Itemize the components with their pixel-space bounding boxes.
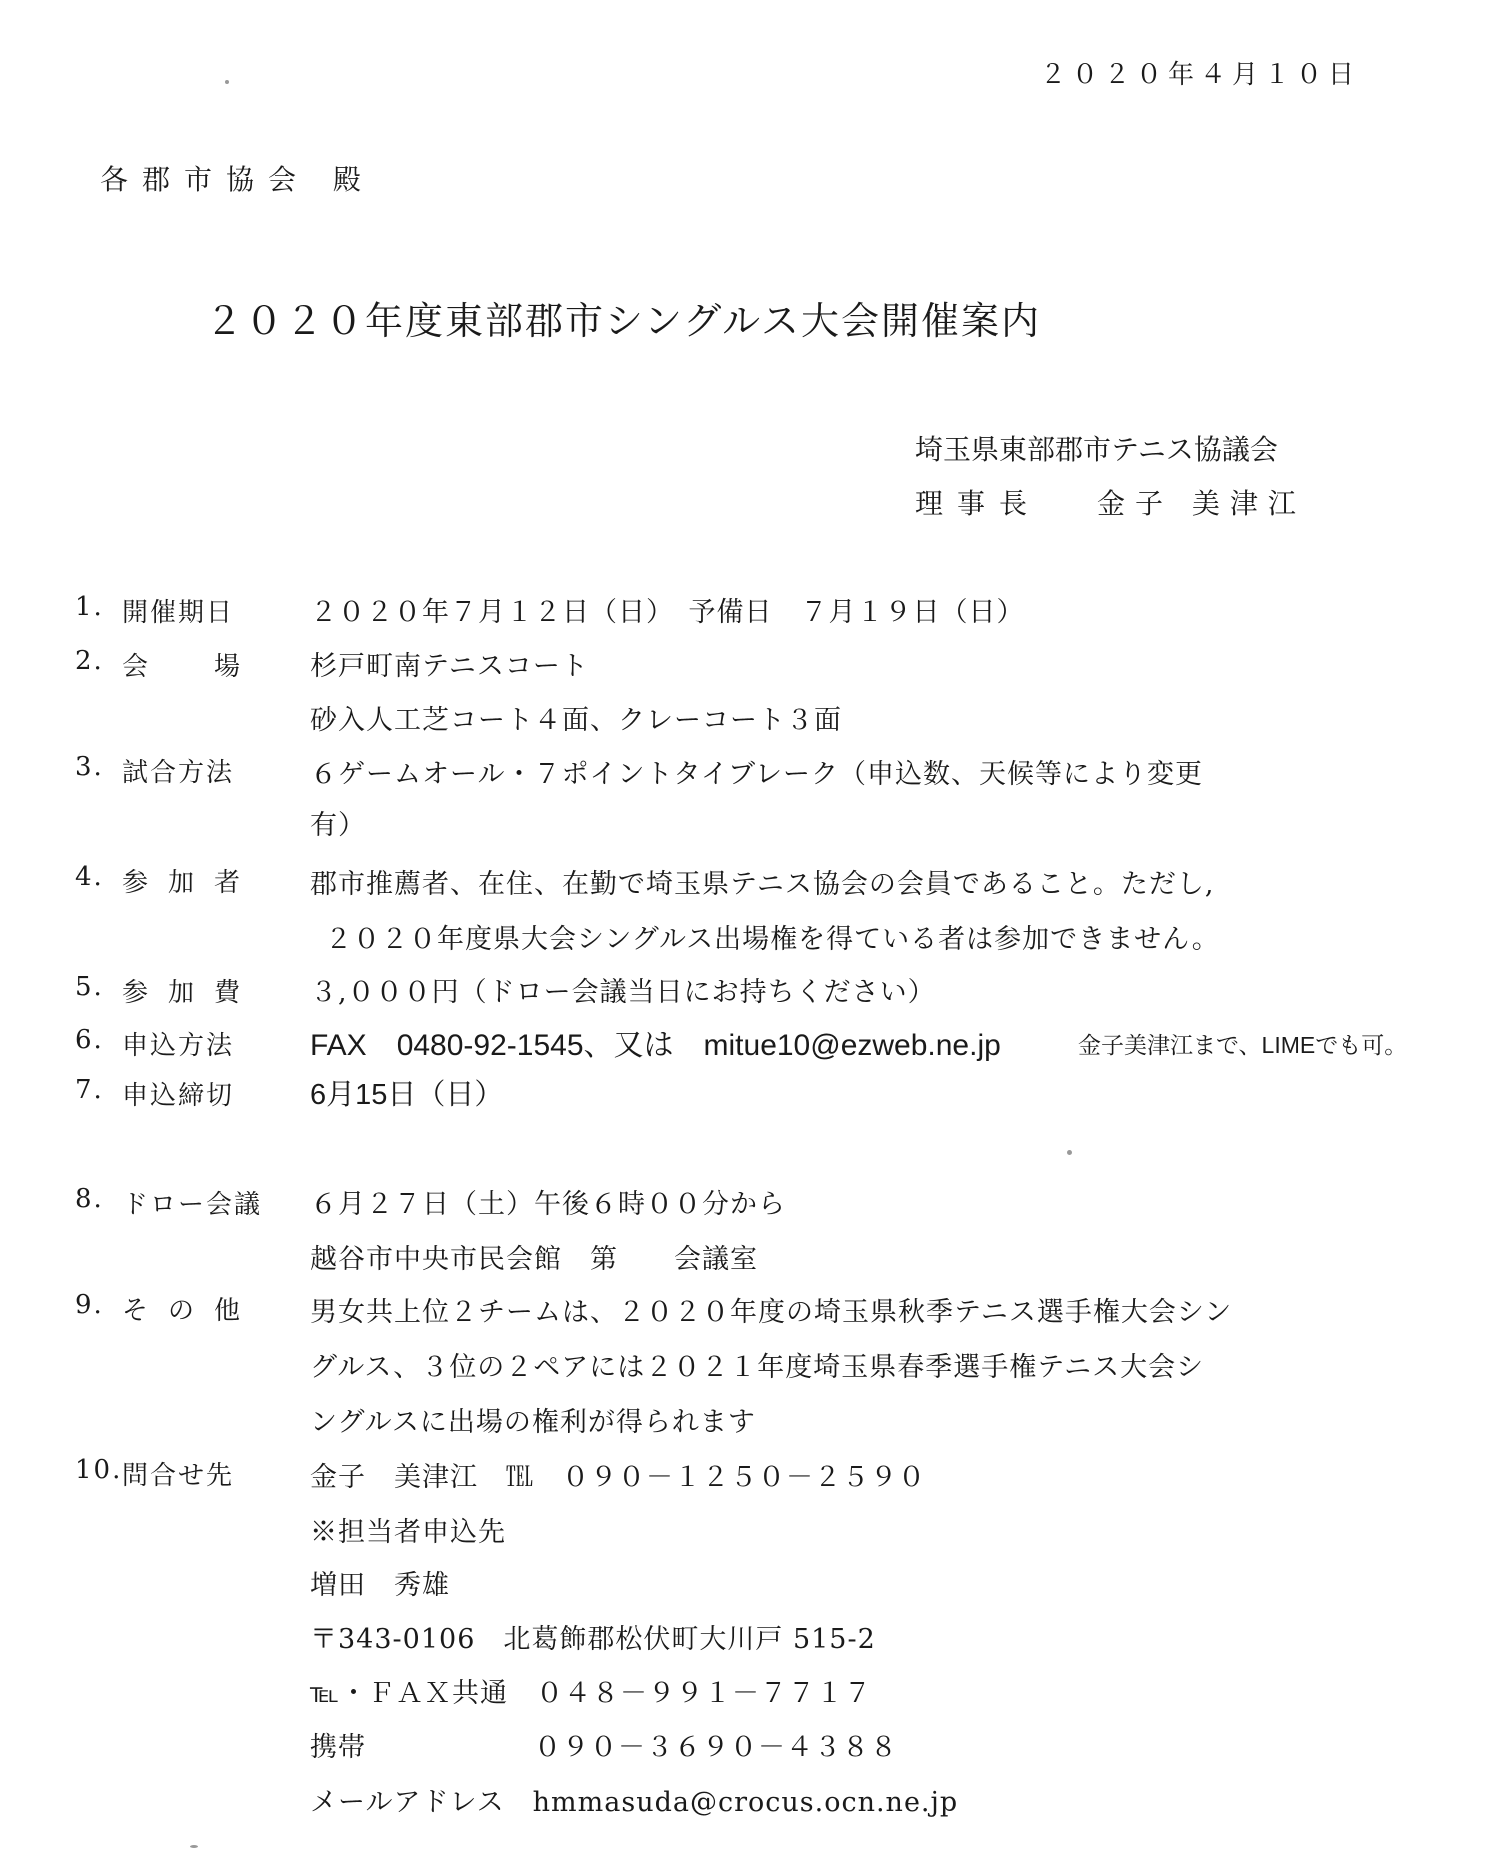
item-content: 郡市推薦者、在住、在勤で埼玉県テニス協会の会員であること。ただし, <box>310 869 1215 900</box>
item-number: 9. <box>75 1290 104 1320</box>
item-number: 2. <box>75 646 104 676</box>
item-content: 杉戸町南テニスコート <box>310 651 589 682</box>
item-number: 8. <box>75 1184 104 1214</box>
item-number: 7. <box>75 1075 104 1105</box>
contact-line: 〒343-0106 北葛飾郡松伏町大川戸 515-2 <box>310 1624 876 1655</box>
item-label: 問合せ先 <box>122 1461 235 1491</box>
document-title: ２０２０年度東部郡市シングルス大会開催案内 <box>205 299 1042 343</box>
item-label: 開催期日 <box>122 598 235 628</box>
document-date: ２０２０年４月１０日 <box>1040 60 1361 90</box>
item-number: 5. <box>75 972 104 1002</box>
sender-name: 金子 美津江 <box>1097 487 1306 520</box>
item-label: その他 <box>122 1296 261 1326</box>
item-content: 6月15日（日） <box>310 1079 504 1111</box>
contact-line: 増田 秀雄 <box>310 1570 450 1601</box>
item-label: ドロー会議 <box>122 1190 263 1220</box>
scan-speck <box>225 80 229 84</box>
item-number: 6. <box>75 1025 104 1055</box>
scan-speck <box>190 1845 198 1848</box>
sender-organization: 埼玉県東部郡市テニス協議会 <box>915 433 1278 466</box>
item-content: ２０２０年７月１２日（日） 予備日 ７月１９日（日） <box>310 597 1025 628</box>
item-content: 砂入人工芝コート４面、クレーコート３面 <box>310 705 842 736</box>
item-label: 申込方法 <box>122 1031 235 1061</box>
item-content: ３,０００円（ドロー会議当日にお持ちください） <box>310 977 936 1008</box>
item-number: 1. <box>75 592 104 622</box>
item-label: 会 場 <box>122 652 261 682</box>
item-content: グルス、３位の２ペアには２０２１年度埼玉県春季選手権テニス大会シ <box>310 1352 1205 1383</box>
contact-line: メールアドレス hmmasuda@crocus.ocn.ne.jp <box>310 1787 959 1818</box>
item-label: 申込締切 <box>122 1081 235 1111</box>
contact-line: ※担当者申込先 <box>310 1517 506 1548</box>
item-note: 金子美津江まで、LIMEでも可。 <box>1078 1032 1408 1058</box>
scan-speck <box>1067 1150 1072 1155</box>
item-content: 男女共上位２チームは、２０２０年度の埼玉県秋季テニス選手権大会シン <box>310 1297 1233 1328</box>
item-number: 4. <box>75 862 104 892</box>
item-content: ２０２０年度県大会シングルス出場権を得ている者は参加できません。 <box>325 924 1220 955</box>
sender-role: 理事長 <box>915 487 1042 520</box>
contact-line: 金子 美津江 ℡ ０９０－１２５０－２５９０ <box>310 1462 926 1493</box>
contact-line: ℡・ＦＡＸ共通 ０４８－９９１－７７１７ <box>310 1678 873 1709</box>
item-label: 試合方法 <box>122 758 235 788</box>
item-number: 3. <box>75 752 104 782</box>
item-content: FAX 0480-92-1545、又は mitue10@ezweb.ne.jp <box>310 1029 1001 1062</box>
item-label: 参加費 <box>122 978 261 1008</box>
addressee: 各郡市協会 殿 <box>100 163 375 196</box>
item-content: ６ゲームオール・７ポイントタイブレーク（申込数、天候等により変更 <box>310 759 1204 790</box>
item-content: 越谷市中央市民会館 第 会議室 <box>310 1244 758 1275</box>
item-content: ングルスに出場の権利が得られます <box>310 1407 756 1438</box>
item-number: 10. <box>75 1455 123 1485</box>
item-content: ６月２７日（土）午後６時００分から <box>310 1189 786 1220</box>
item-label: 参加者 <box>122 868 261 898</box>
contact-line: 携帯 ０９０－３６９０－４３８８ <box>310 1732 898 1763</box>
item-content: 有） <box>310 810 366 841</box>
